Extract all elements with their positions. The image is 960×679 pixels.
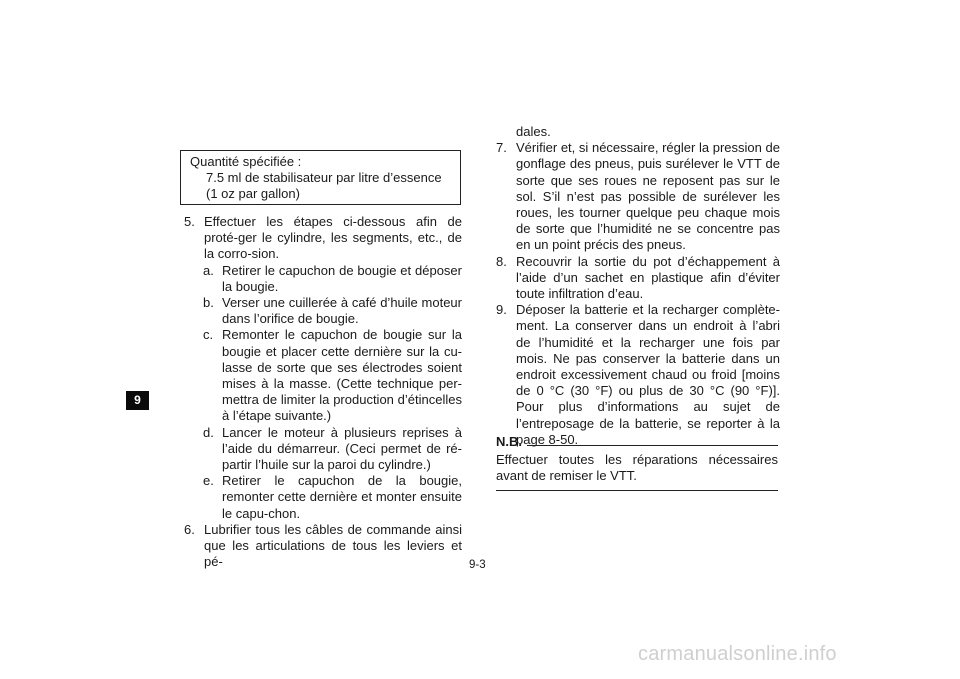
note-header: [496, 434, 778, 450]
step-text: Déposer la batterie et la recharger complète-ment. La conserver dans un endroit à l’abri de l’humidité et la recharger une fois par mois. Ne pas conserver la batterie dans un endroit excessivement chaud ou froid [moins de 0 °C (30 °F) ou plus de 30 °C (90 °F)]. Pour plus d’informations au sujet de l’entreposage de la batterie, se reporter à la page 8-50.: [516, 302, 780, 447]
note-text: Effectuer toutes les réparations nécessaires avant de remiser le VTT.: [496, 452, 778, 484]
substep-letter: a.: [203, 262, 214, 278]
step-5: [184, 214, 462, 263]
substep-letter: c.: [203, 327, 214, 343]
substep-text: Remonter le capuchon de bougie sur la bougie et placer cette dernière sur la cu-lasse de sorte que ses électrodes soient mises à la masse. (Cette technique per-mettra de limiter la production d’étincelles à l’étape suivante.): [222, 327, 462, 424]
right-column: [496, 124, 780, 448]
step-6: [184, 522, 462, 571]
step-8: [496, 254, 780, 303]
spec-title: Quantité spécifiée :: [190, 154, 302, 169]
spec-quantity-imperial: (1 oz par gallon): [206, 186, 300, 202]
substep-text: Retirer le capuchon de la bougie, remonter cette dernière et monter ensuite le capu-chon.: [222, 473, 462, 521]
spec-quantity: 7.5 ml de stabilisateur par litre d’essence: [206, 170, 442, 186]
step-number: 5.: [184, 214, 195, 229]
step-number: 6.: [184, 521, 195, 537]
substep-text: Retirer le capuchon de bougie et déposer la bougie.: [222, 262, 462, 294]
substep-e: [184, 473, 462, 522]
note-block: [496, 434, 778, 491]
note-bottom-rule: [496, 490, 778, 491]
step-number: 7.: [496, 140, 507, 156]
page-number: 9-3: [469, 559, 486, 571]
substep-letter: b.: [203, 295, 214, 311]
left-column: [184, 214, 462, 570]
step-text: Lubrifier tous les câbles de commande ainsi que les articulations de tous les leviers et pé-: [204, 521, 462, 570]
substep-letter: e.: [203, 473, 214, 489]
note-label: N.B.: [496, 434, 522, 449]
step-7: [496, 140, 780, 253]
substep-c: [184, 327, 462, 424]
step-text: Recouvrir la sortie du pot d’échappement à l’aide d’un sachet en plastique afin d’éviter toute infiltration d’eau.: [516, 253, 780, 302]
specification-box: [180, 150, 461, 205]
step-9: [496, 302, 780, 448]
step-text: Effectuer les étapes ci-dessous afin de proté-ger le cylindre, les segments, etc., de la corro-sion.: [204, 214, 462, 262]
substep-d: [184, 425, 462, 474]
substep-a: [184, 263, 462, 295]
step-text: Vérifier et, si nécessaire, régler la pression de gonflage des pneus, puis surélever le VTT de sorte que ses roues ne reposent pas sur le sol. S’il n’est pas possible de surélever les roues, les tourner quelque peu chaque mois de sorte que l’humidité ne se concentre pas en un point précis des pneus.: [516, 140, 780, 253]
step-6-continued: dales.: [516, 124, 551, 139]
watermark: carmanualsonline.info: [638, 643, 837, 665]
step-number: 9.: [496, 302, 507, 318]
chapter-tab: 9: [126, 391, 149, 410]
note-rule: [527, 445, 778, 446]
substep-text: Lancer le moteur à plusieurs reprises à l’aide du démarreur. (Ceci permet de ré-partir l’huile sur la paroi du cylindre.): [222, 424, 462, 473]
step-number: 8.: [496, 253, 507, 269]
substep-letter: d.: [203, 424, 214, 440]
substep-b: [184, 295, 462, 327]
substep-text: Verser une cuillerée à café d’huile moteur dans l’orifice de bougie.: [222, 295, 462, 327]
